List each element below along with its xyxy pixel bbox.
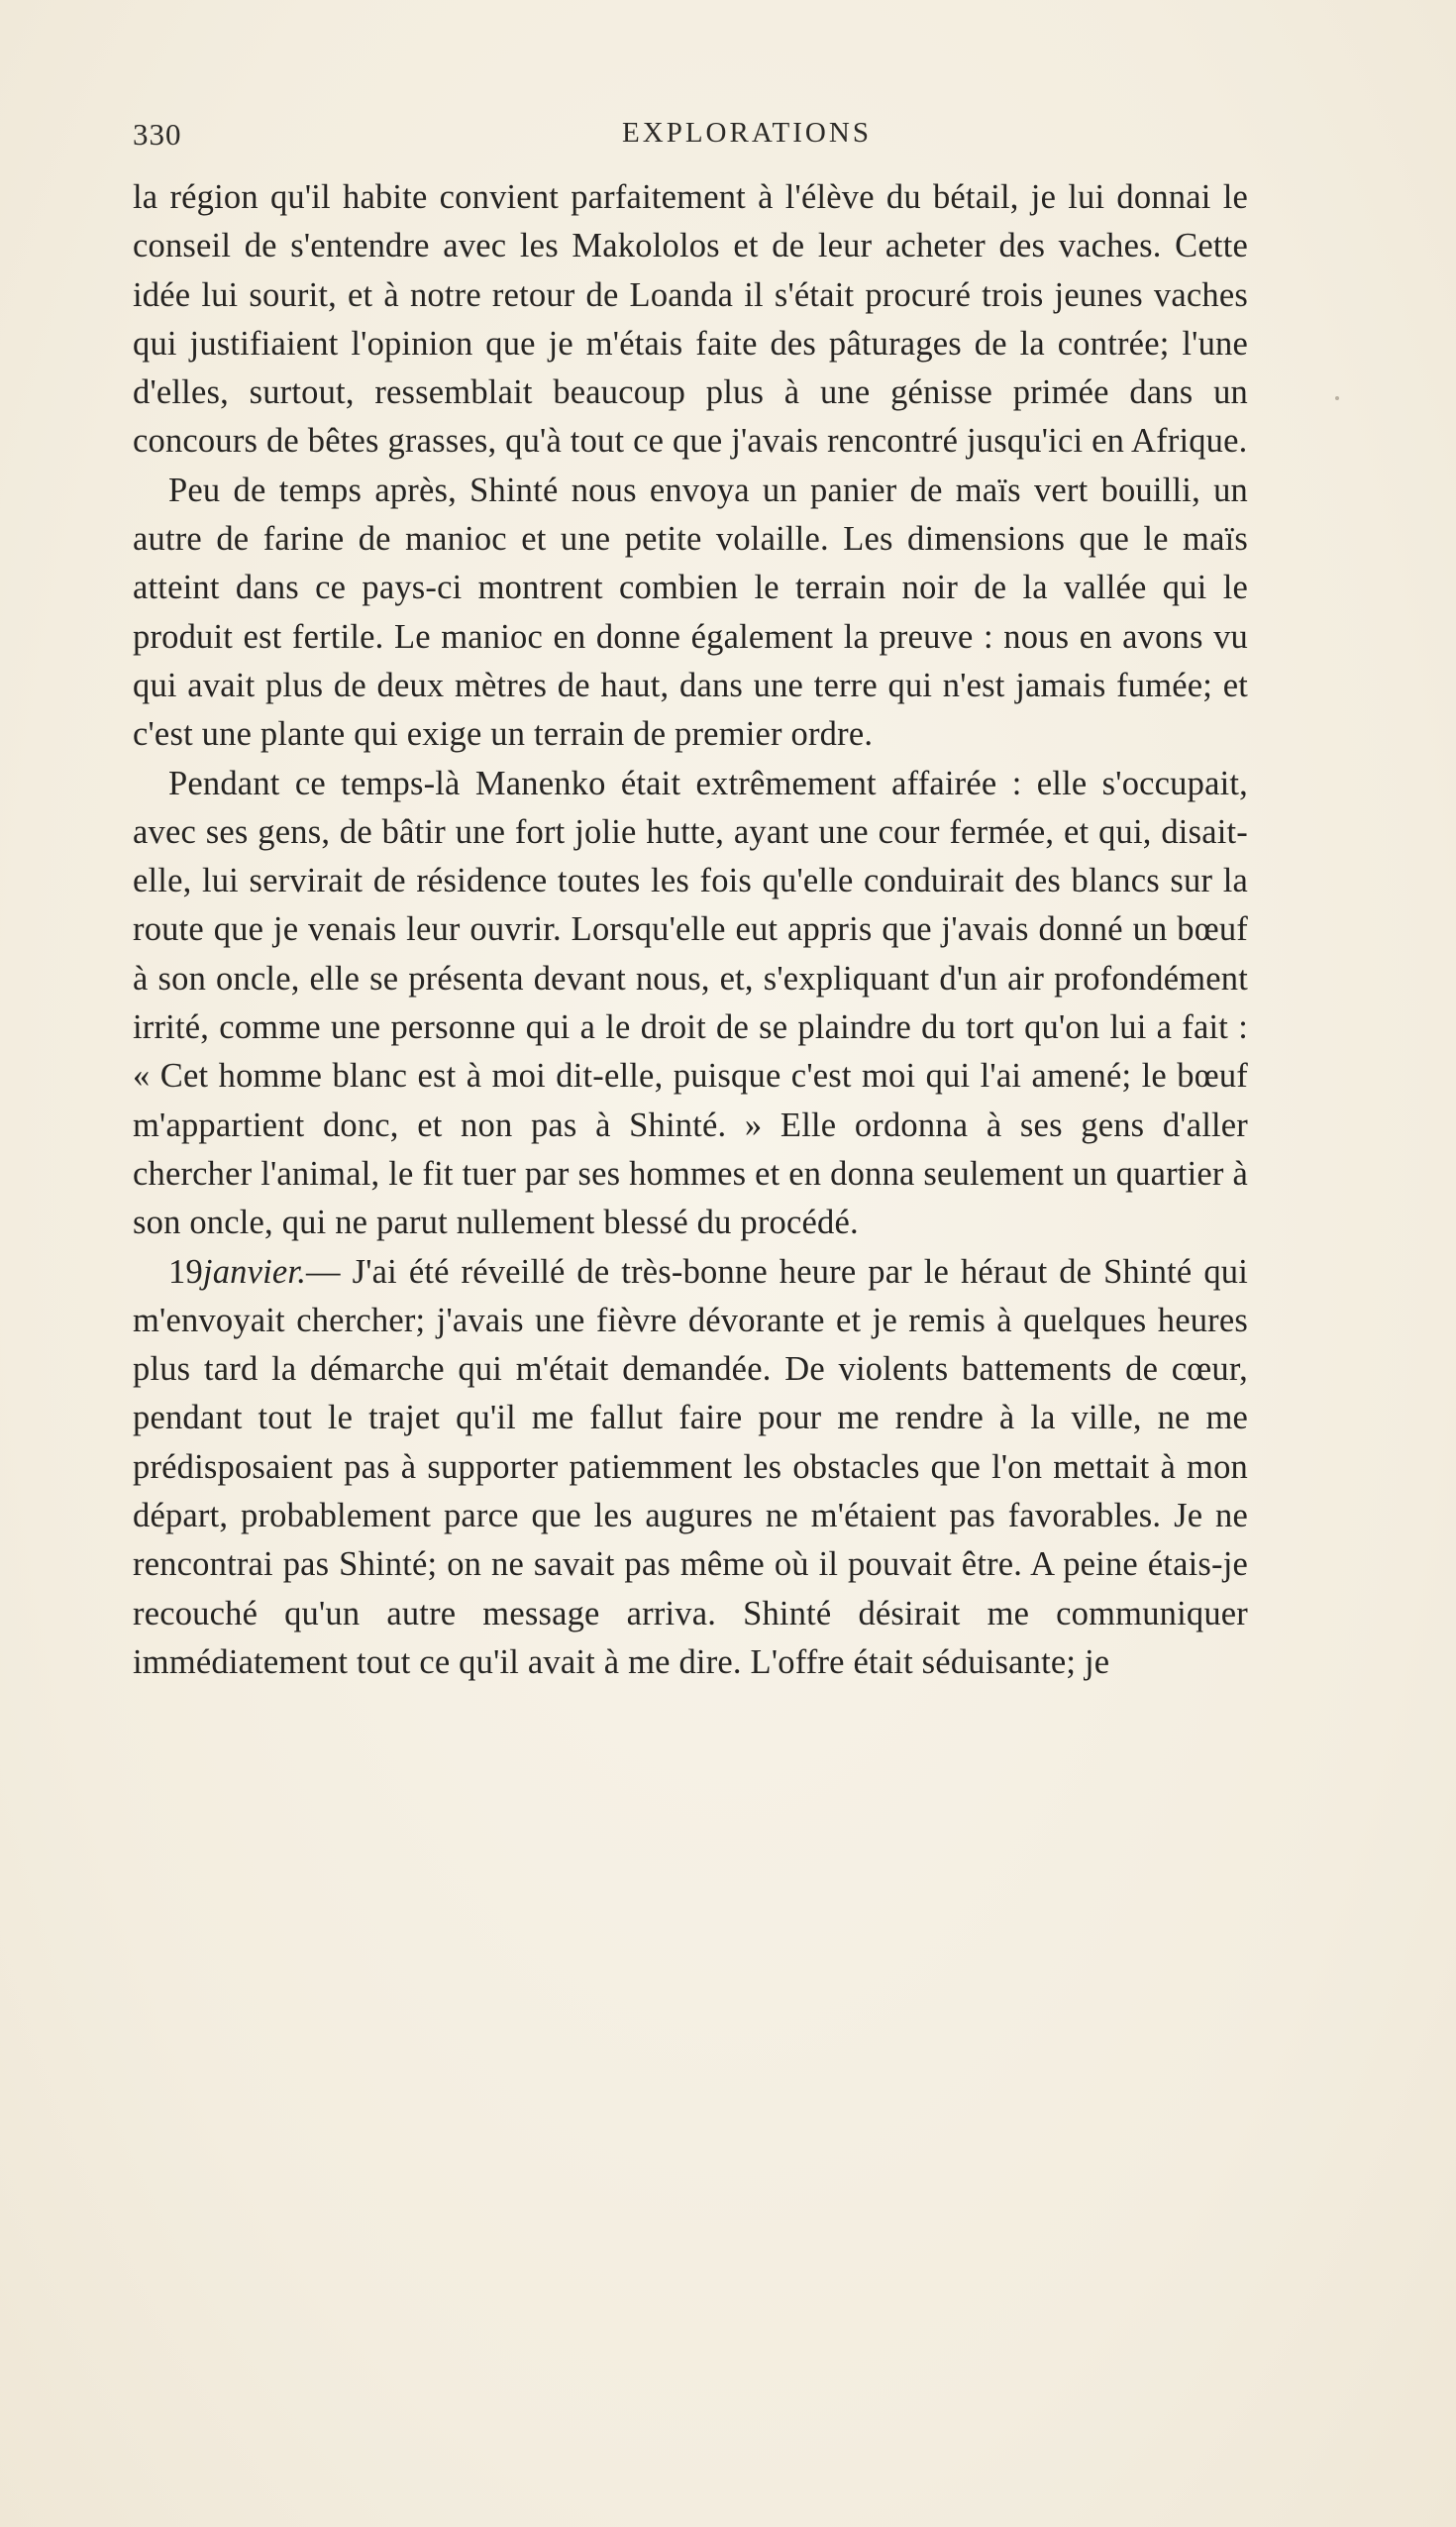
paragraph-3: Pendant ce temps-là Manenko était extrêmement affairée : elle s'occupait, avec ses gens, de bâtir une fort jolie hutte, ayant une cour fermée, et qui, disait-elle, lui servirait de résidence toutes les fois qu'elle conduirait des blancs sur la route que je venais leur ouvrir. Lorsqu'elle eut appris que j'avais donné un bœuf à son oncle, elle se présenta devant nous, et, s'expliquant d'un air profondément irrité, comme une personne qui a le droit de se plaindre du tort qu'on lui a fait : « Cet homme blanc est à moi dit-elle, puisque c'est moi qui l'ai amené; le bœuf m'appartient donc, et non pas à Shinté. » Elle ordonna à ses gens d'aller chercher l'animal, le fit tuer par ses hommes et en donna seulement un quartier à son oncle, qui ne parut nullement blessé du procédé. xyxy=(133,764,1248,1242)
body-text xyxy=(133,173,1248,1687)
date-month: janvier. xyxy=(202,1252,307,1291)
paragraph-4-text: — J'ai été réveillé de très-bonne heure par le héraut de Shinté qui m'envoyait chercher; j'avais une fièvre dévorante et je remis à quelques heures plus tard la démarche qui m'était demandée. De violents battements de cœur, pendant tout le trajet qu'il me fallut faire pour me rendre à la ville, ne me prédisposaient pas à supporter patiemment les obstacles que l'on mettait à mon départ, probablement parce que les augures ne m'étaient pas favorables. Je ne rencontrai pas Shinté; on ne savait pas même où il pouvait être. A peine étais-je recouché qu'un autre message arriva. Shinté désirait me communiquer immédiatement tout ce qu'il avait à me dire. L'offre était séduisante; je xyxy=(133,1252,1248,1681)
paragraph-2: Peu de temps après, Shinté nous envoya un panier de maïs vert bouilli, un autre de farine de manioc et une petite volaille. Les dimensions que le maïs atteint dans ce pays-ci montrent combien le terrain noir de la vallée qui le produit est fertile. Le manioc en donne également la preuve : nous en avons vu qui avait plus de deux mètres de haut, dans une terre qui n'est jamais fumée; et c'est une plante qui exige un terrain de premier ordre. xyxy=(133,471,1248,754)
page-number: 330 xyxy=(133,117,182,152)
running-head: EXPLORATIONS xyxy=(622,117,872,149)
paragraph-4 xyxy=(133,1248,1248,1688)
paragraph-1: la région qu'il habite convient parfaitement à l'élève du bétail, je lui donnai le conseil de s'entendre avec les Makololos et de leur acheter des vaches. Cette idée lui sourit, et à notre retour de Loanda il s'était procuré trois jeunes vaches qui justifiaient l'opinion que je m'étais faite des pâturages de la contrée; l'une d'elles, surtout, ressemblait beaucoup plus à une génisse primée dans un concours de bêtes grasses, qu'à tout ce que j'avais rencontré jusqu'ici en Afrique. xyxy=(133,178,1248,461)
page-header xyxy=(133,117,1321,166)
date-number: 19 xyxy=(168,1252,203,1291)
ink-speck xyxy=(1335,396,1339,400)
